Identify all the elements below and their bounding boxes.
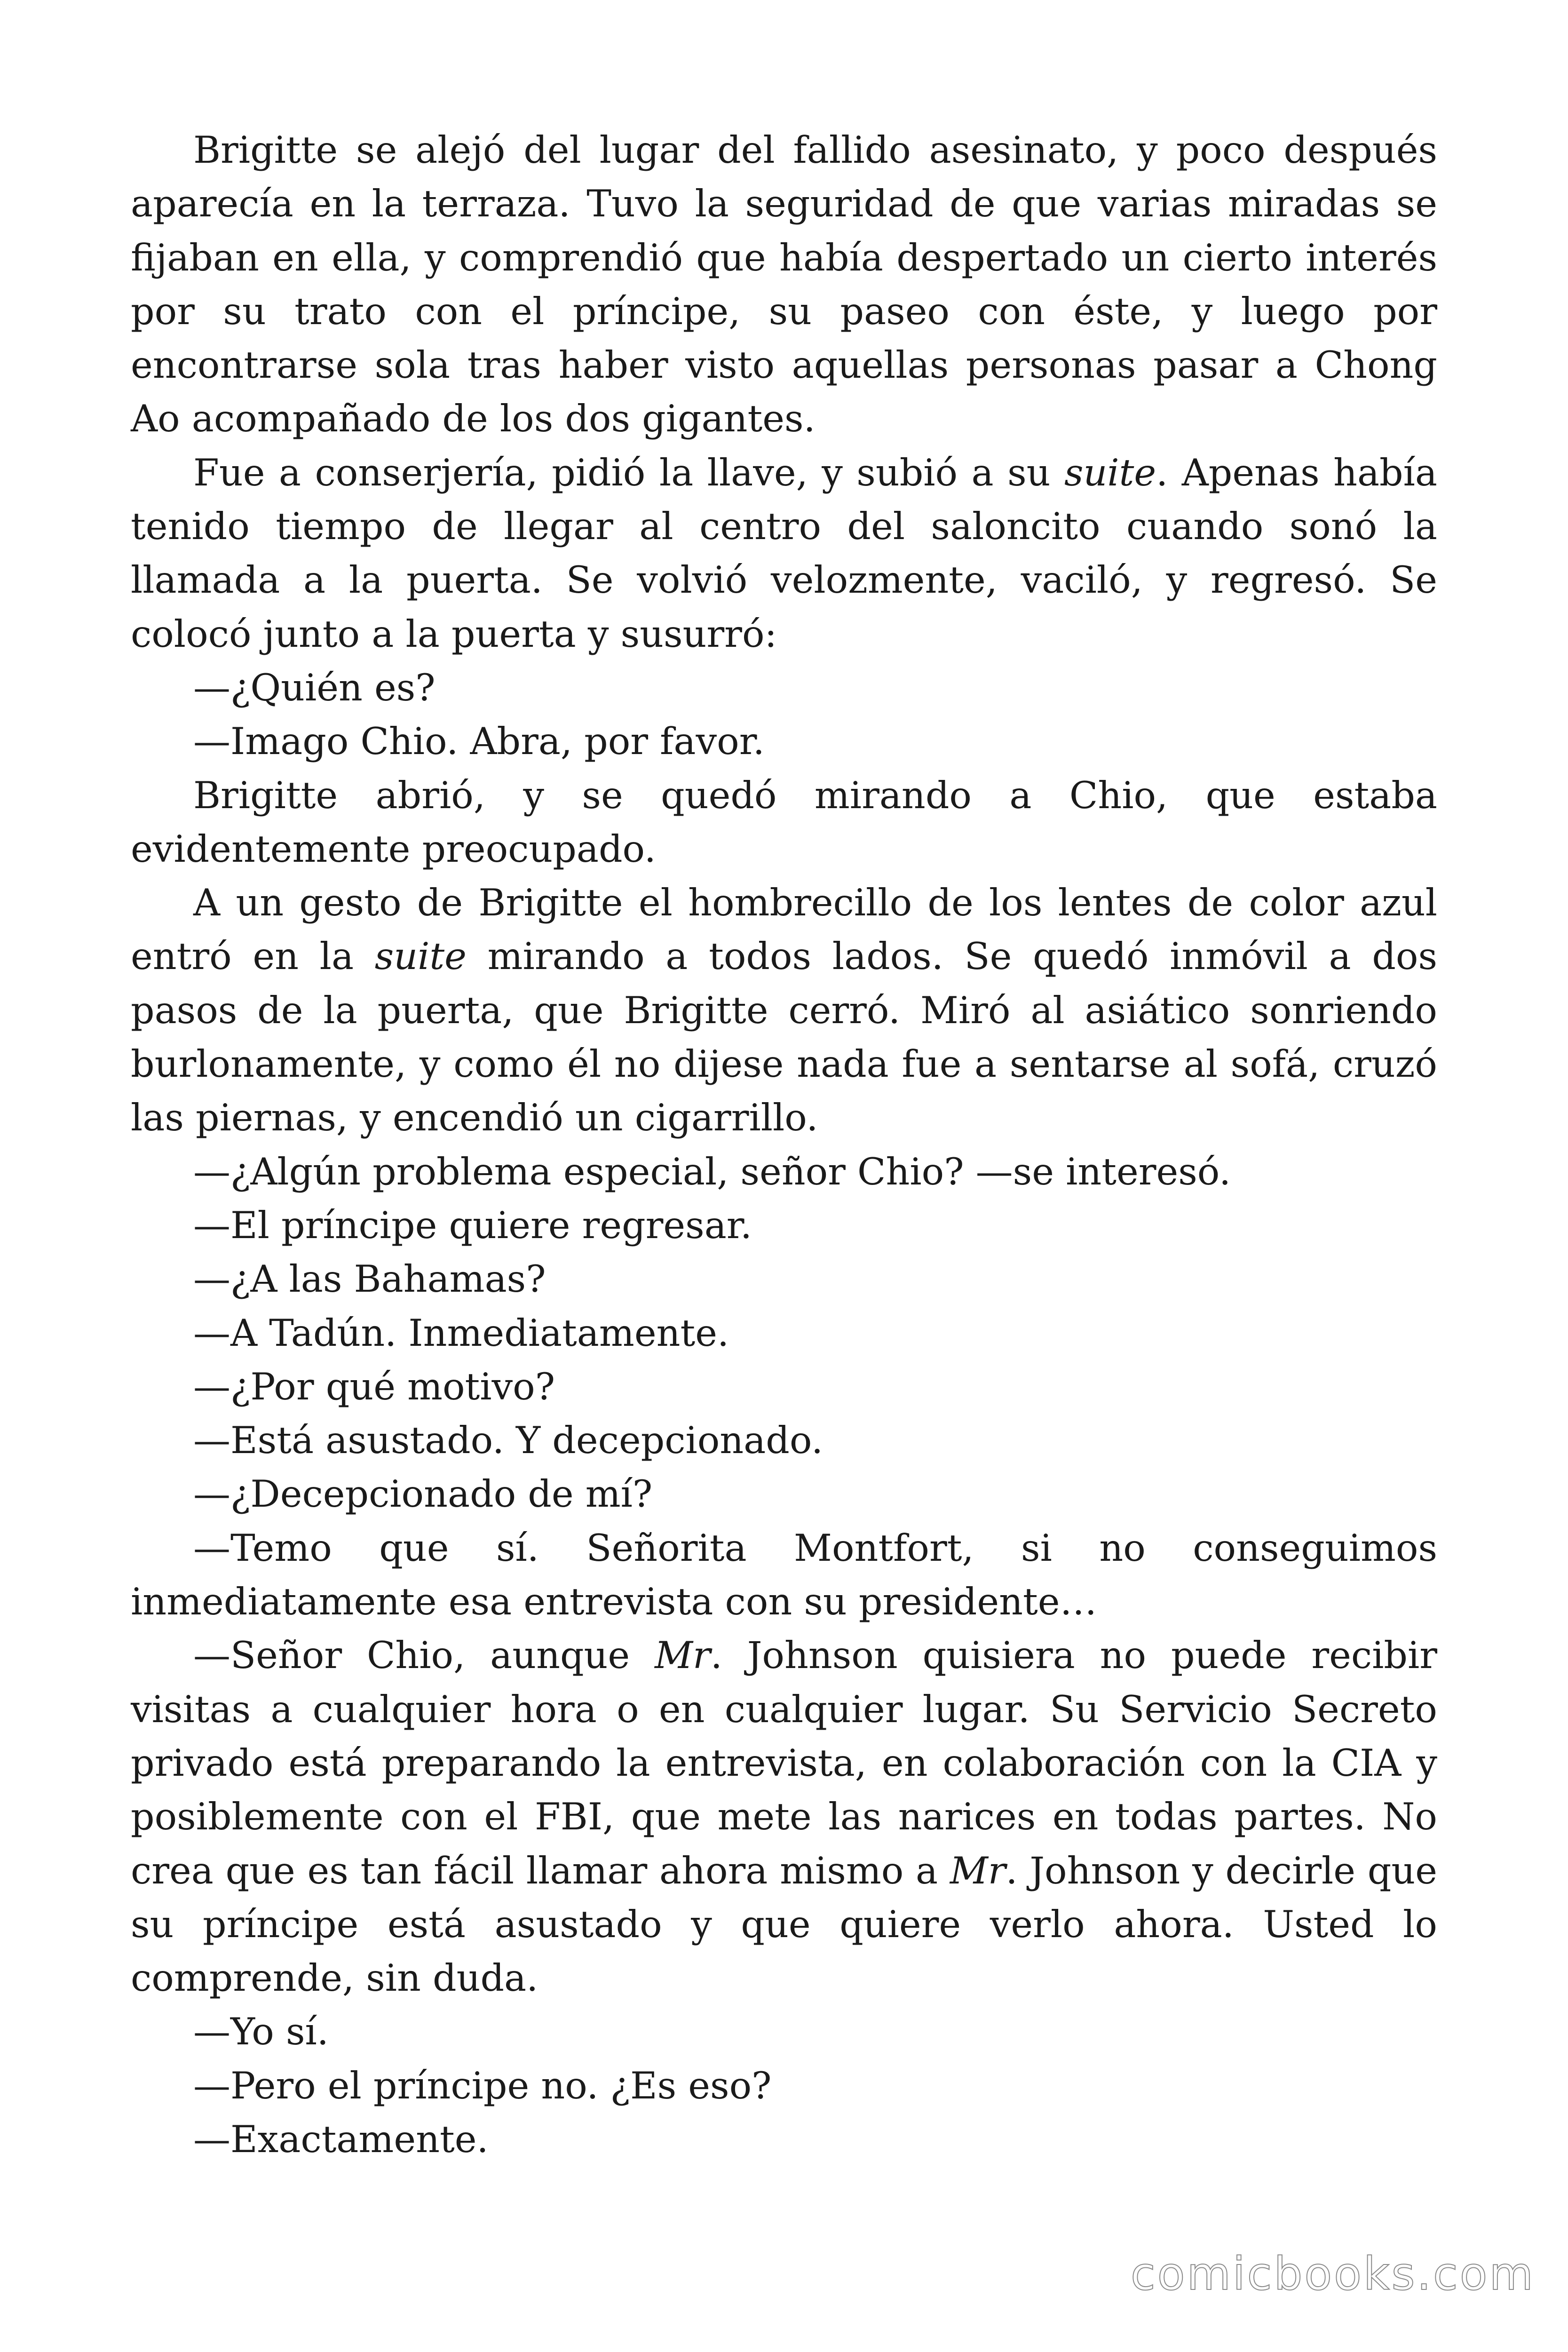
- text-run: —Temo que sí. Señorita Montfort, si no conseguimos inmediatamente esa entrevista con su presidente…: [131, 1526, 1437, 1624]
- text-run: —Señor Chio, aunque: [193, 1634, 655, 1677]
- watermark-logo: comicbooks.com: [1130, 2248, 1535, 2300]
- paragraph: [131, 2113, 1437, 2166]
- text-run: —Yo sí.: [193, 2010, 329, 2054]
- text-run: . Johnson y decirle que su príncipe está asustado y que quiere verlo ahora. Usted lo comprende, sin duda.: [131, 1849, 1437, 2000]
- paragraph: [131, 1145, 1437, 1199]
- page-body: [131, 123, 1437, 2166]
- text-run: —Exactamente.: [193, 2117, 489, 2161]
- text-run: —Está asustado. Y decepcionado.: [193, 1419, 824, 1462]
- text-run: —¿A las Bahamas?: [193, 1257, 546, 1301]
- text-run: mirando a todos lados. Se quedó inmóvil a dos pasos de la puerta, que Brigitte cerró. Miró al asiático sonriendo burlonamente, y como él no dijese nada fue a sentarse al sofá, cruzó las piernas, y encendió un cigarrillo.: [131, 935, 1437, 1140]
- paragraph: [131, 769, 1437, 876]
- italic-run: Mr: [655, 1634, 711, 1677]
- italic-run: Mr: [950, 1849, 1006, 1892]
- text-run: Brigitte abrió, y se quedó mirando a Chio, que estaba evidentemente preocupado.: [131, 773, 1437, 871]
- paragraph: [131, 1199, 1437, 1252]
- text-run: —Pero el príncipe no. ¿Es eso?: [193, 2064, 772, 2107]
- text-run: —¿Por qué motivo?: [193, 1365, 555, 1408]
- text-run: Brigitte se alejó del lugar del fallido asesinato, y poco después aparecía en la terraza. Tuvo la seguridad de que varias miradas se fijaban en ella, y comprendió que había despertado un cierto interés por su trato con el príncipe, su paseo con éste, y luego por encontrarse sola tras haber visto aquellas personas pasar a Chong Ao acompañado de los dos gigantes.: [131, 128, 1437, 441]
- text-run: . Apenas había tenido tiempo de llegar al centro del saloncito cuando sonó la llamada a la puerta. Se volvió velozmente, vaciló, y regresó. Se colocó junto a la puerta y susurró:: [131, 451, 1437, 656]
- paragraph: [131, 446, 1437, 661]
- italic-run: suite: [374, 935, 467, 978]
- paragraph: [131, 1414, 1437, 1467]
- paragraph: [131, 1360, 1437, 1414]
- text-run: A un gesto de Brigitte el hombrecillo de los lentes de color azul entró en la: [131, 881, 1437, 978]
- paragraph: [131, 1252, 1437, 1306]
- text-run: —¿Decepcionado de mí?: [193, 1472, 653, 1516]
- paragraph: [131, 715, 1437, 768]
- paragraph: [131, 661, 1437, 715]
- paragraph: [131, 123, 1437, 446]
- paragraph: [131, 1467, 1437, 1521]
- italic-run: suite: [1064, 451, 1156, 494]
- paragraph: [131, 1629, 1437, 2005]
- text-run: —Imago Chio. Abra, por favor.: [193, 720, 765, 763]
- text-run: —¿Algún problema especial, señor Chio? —se interesó.: [193, 1150, 1231, 1193]
- text-run: . Johnson quisiera no puede recibir visitas a cualquier hora o en cualquier lugar. Su Servicio Secreto privado está preparando la entrevista, en colaboración con la CIA y posiblemente con el FBI, que mete las narices en todas partes. No crea que es tan fácil llamar ahora mismo a: [131, 1634, 1437, 1892]
- paragraph: [131, 1521, 1437, 1629]
- paragraph: [131, 1306, 1437, 1360]
- text-run: —El príncipe quiere regresar.: [193, 1203, 752, 1247]
- paragraph: [131, 876, 1437, 1144]
- paragraph: [131, 2005, 1437, 2058]
- text-run: Fue a conserjería, pidió la llave, y subió a su: [193, 451, 1064, 494]
- text-run: —¿Quién es?: [193, 666, 436, 709]
- paragraph: [131, 2059, 1437, 2113]
- text-run: —A Tadún. Inmediatamente.: [193, 1311, 729, 1355]
